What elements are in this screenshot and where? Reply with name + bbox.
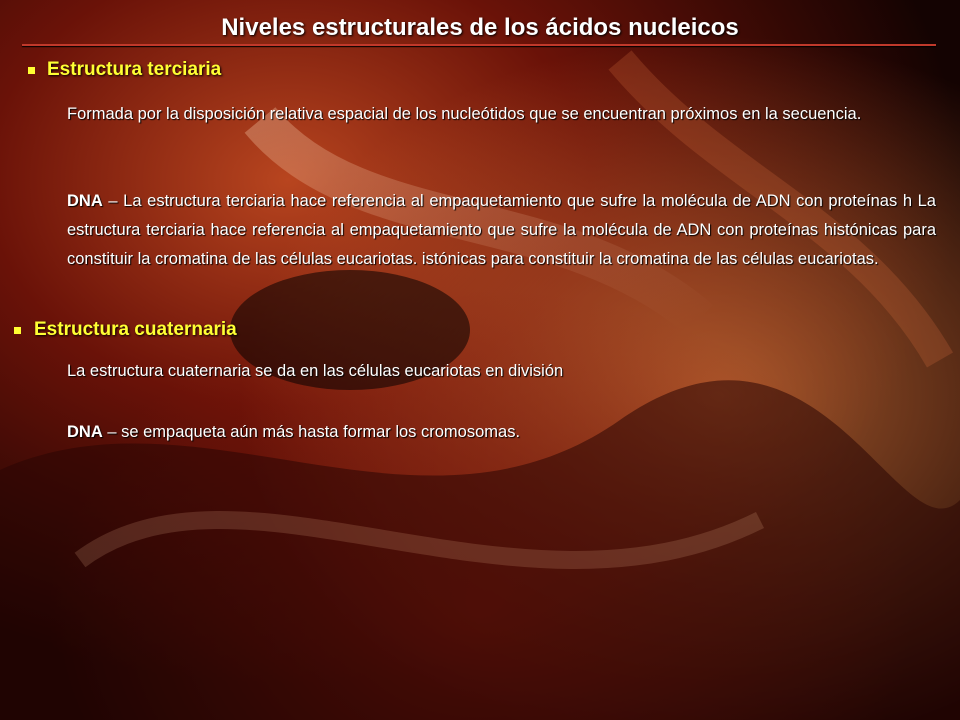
section-heading-cuaternaria: Estructura cuaternaria [34,319,237,340]
section-heading-terciaria: Estructura terciaria [47,59,222,80]
paragraph-lead-dna: DNA [67,423,103,441]
bullet-icon [28,67,35,74]
paragraph-cuaternaria-definition [67,357,936,386]
paragraph-cuaternaria-dna [67,418,936,447]
paragraph-text: La estructura cuaternaria se da en las células eucariotas en división [67,362,564,380]
paragraph-text: – La estructura terciaria hace referencia al empaquetamiento que sufre la molécula de ADN con proteínas h La estructura terciaria hace referencia al empaquetamiento que sufre la molécula de ADN con proteínas histónicas para constituir la cromatina de las células eucariotas. istónicas para constituir la cromatina de las células eucariotas. [67,192,936,268]
title-divider [22,44,936,46]
slide-title: Niveles estructurales de los ácidos nucleicos [221,14,739,41]
paragraph-terciaria-dna [67,187,936,274]
bullet-icon [14,327,21,334]
paragraph-text: Formada por la disposición relativa espacial de los nucleótidos que se encuentran próximos en la secuencia. [67,105,862,123]
paragraph-text: – se empaqueta aún más hasta formar los cromosomas. [102,423,521,441]
paragraph-terciaria-definition [67,100,936,129]
paragraph-lead-dna: DNA [67,192,103,210]
